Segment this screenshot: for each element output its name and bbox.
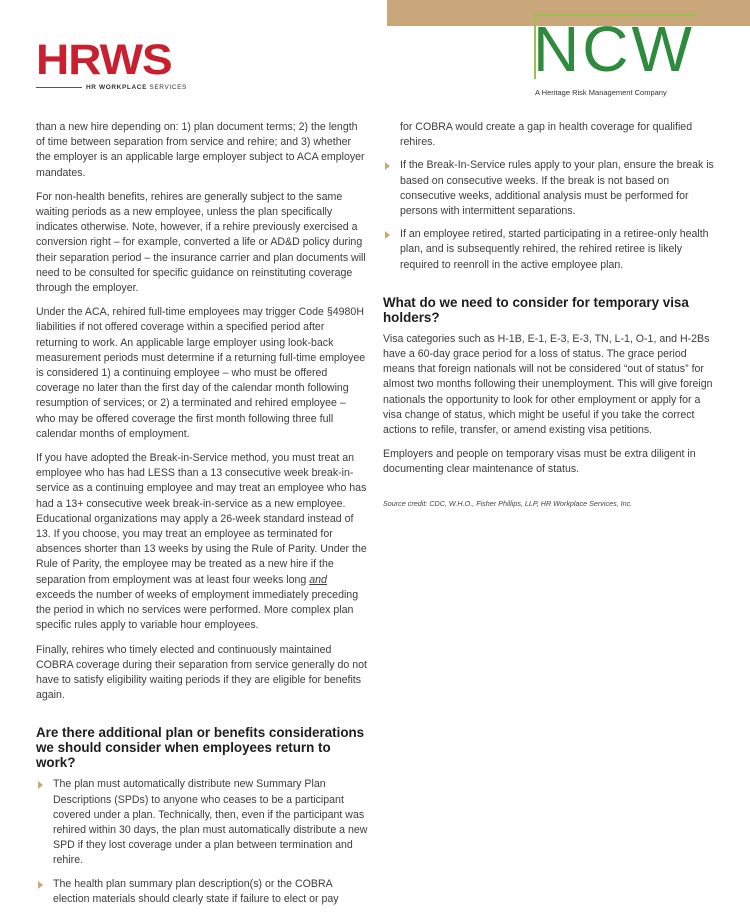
hrws-logo-word: HRWS: [36, 35, 172, 84]
bullet-spd: The plan must automatically distribute new Summary Plan Descriptions (SPDs) to anyone who ceases to be a participant covered under a plan. Technically, then, even if the participant was rehired within 30 days, the plan must automatically distribute a new SPD if they lost coverage under a plan between termination and rehire.: [36, 777, 368, 868]
hrws-logo: [36, 35, 187, 91]
source-credit: Source credit: CDC, W.H.O., Fisher Phillips, LLP, HR Workplace Services, Inc.: [383, 498, 633, 508]
left-column: [36, 120, 368, 915]
hrws-logo-rule: [36, 87, 82, 88]
ncw-tagline: A Heritage Risk Management Company: [535, 88, 667, 97]
paragraph-aca: Under the ACA, rehired full-time employees may trigger Code §4980H liabilities if not offered coverage within a specified period after returning to work. An applicable large employer using look-back measurement periods must determine if a returning full-time employee is considered 1) a continuing employee – who must be offered coverage no later than the first day of the calendar month following resumption of services; or 2) a terminated and rehired employee – who may be offered coverage the first month following three full calendar months of employment.: [36, 306, 366, 440]
ncw-logo: [533, 13, 701, 97]
heading-temporary-visa: What do we need to consider for temporary visa holders?: [383, 294, 689, 325]
hrws-logo-subtitle: HR WORKPLACE SERVICES: [86, 84, 187, 91]
paragraph-plan-terms: than a new hire depending on: 1) plan document terms; 2) the length of time between separation from service and rehire; and 3) whether the employer is an applicable large employer subject to ACA employer mandates.: [36, 121, 365, 179]
bullet-cobra-election: The health plan summary plan description(s) or the COBRA election materials should clearly state if failure to elect or pay: [36, 877, 368, 907]
paragraph-visa-grace-period: Visa categories such as H-1B, E-1, E-3, E-3, TN, L-1, O-1, and H-2Bs have a 60-day grace period for a loss of status. The grace period means that foreign nationals will not be considered “out of status” for almost two months following their unemployment. This will give foreign nationals the opportunity to look for other employment or apply for a visa change of status, which might be useful if you take the correct actions to refile, transfer, or amend existing visa petitions.: [383, 332, 713, 437]
heading-additional-considerations: Are there additional plan or benefits considerations we should consider when employees return to work?: [36, 725, 365, 771]
right-column: [383, 120, 716, 511]
bullet-consecutive-weeks: If the Break-In-Service rules apply to your plan, ensure the break is based on consecutive weeks. If the break is not based on consecutive weeks, additional analysis must be performed for persons with intermittent separations.: [383, 158, 716, 219]
paragraph-extra-diligent: Employers and people on temporary visas must be extra diligent in documenting clear maintenance of status.: [383, 448, 696, 476]
paragraph-break-in-service: If you have adopted the Break-in-Service method, you must treat an employee who has had LESS than a 13 consecutive week break-in-service as a continuing employee and may treat an employee who has had a 13+ consecutive week break-in-service as a new employee. Educational organizations may apply a 26-week standard instead of 13. If you choose, you may treat an employee as terminated for absences shorter than 13 weeks by using the Rule of Parity. Under the Rule of Parity, the employee may be treated as a new hire if the separation from employment was at least four weeks long and exceeds the number of weeks of employment immediately preceding the period in which no services were performed. More complex plan specific rules apply to variable hour employees.: [36, 452, 367, 632]
ncw-logo-word: NCW: [533, 13, 695, 79]
hrws-logo-subline: [36, 84, 187, 91]
paragraph-cobra: Finally, rehires who timely elected and continuously maintained COBRA coverage during their separation from service generally do not have to satisfy eligibility waiting periods if they are eligible for benefits again.: [36, 643, 367, 702]
bullet-cobra-continuation: for COBRA would create a gap in health coverage for qualified rehires.: [400, 121, 693, 149]
bullet-retiree: If an employee retired, started participating in a retiree-only health plan, and is subsequently rehired, the rehired retiree is likely required to reenroll in the active employee plan.: [383, 227, 716, 273]
ncw-logo-mark: [533, 13, 699, 79]
paragraph-non-health-benefits: For non-health benefits, rehires are generally subject to the same waiting periods as a new employee, unless the plan specifically indicates otherwise. Note, however, if a rehire previously exercised a conversion right – for example, converted a life or AD&D policy during their separation period – the insurance carrier and plan documents will need to be consulted for specific guidance on reinstituting coverage through the employer.: [36, 190, 366, 295]
